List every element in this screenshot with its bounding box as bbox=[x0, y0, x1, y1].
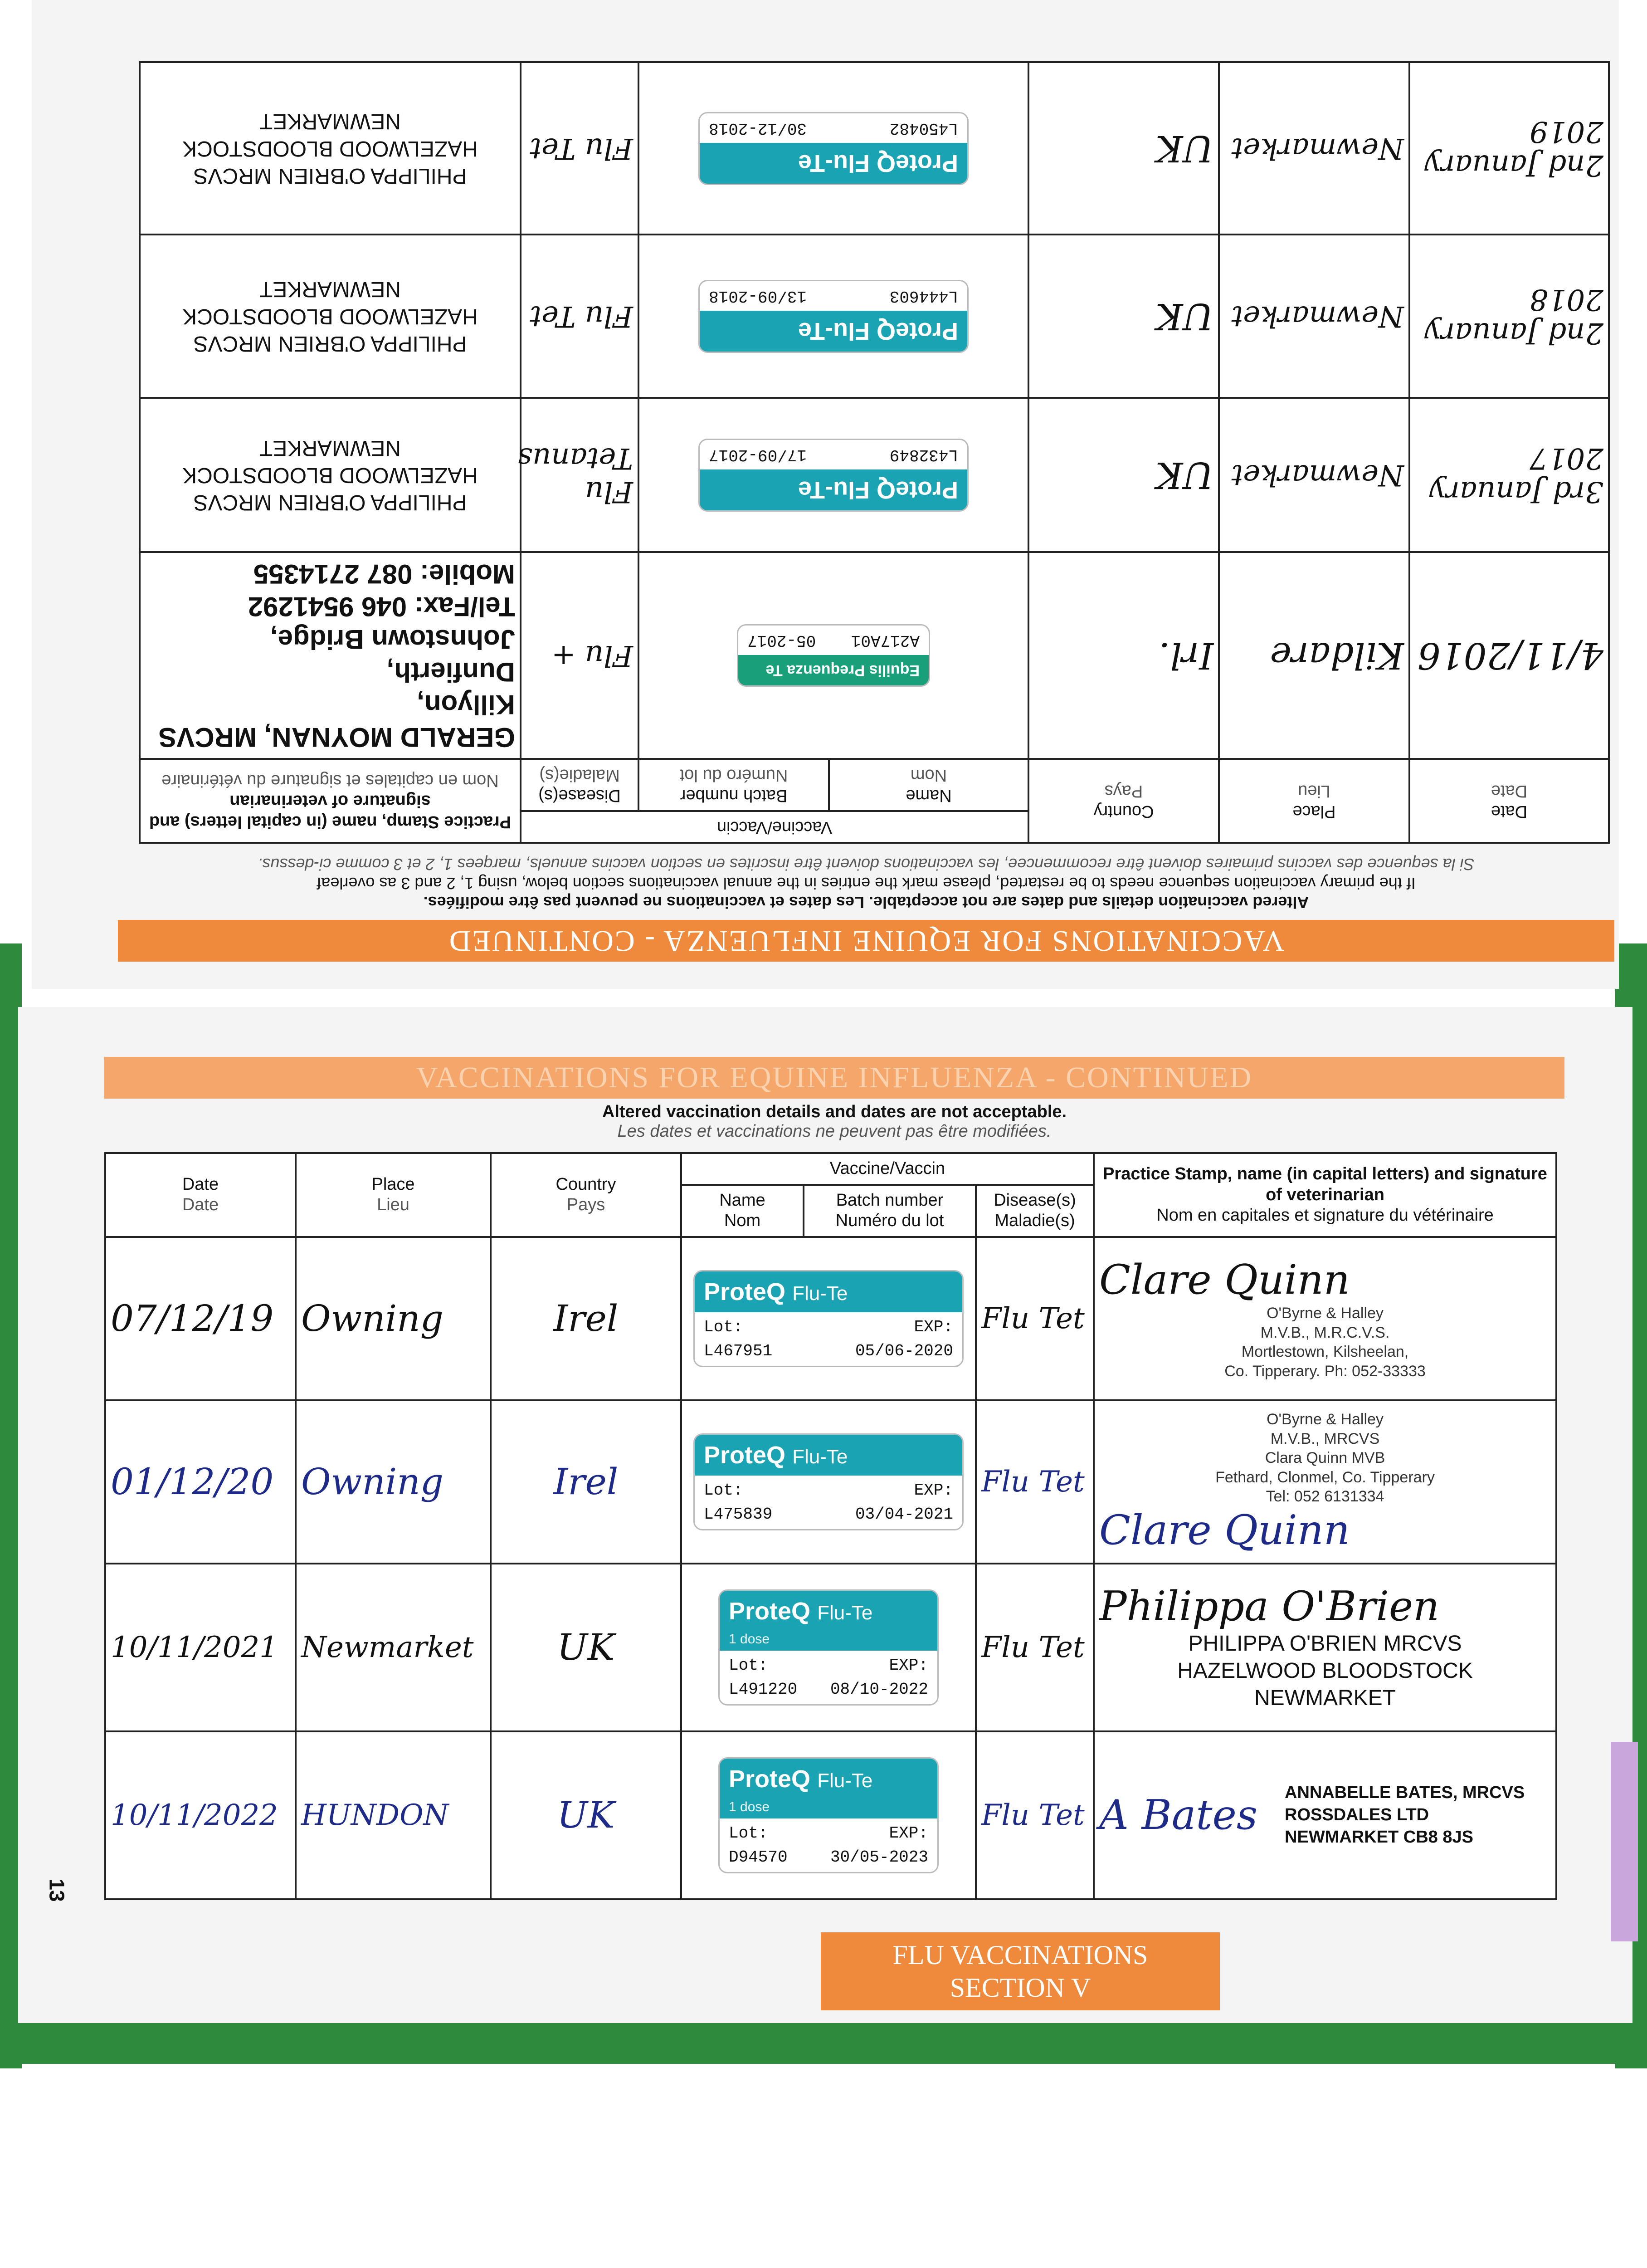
upper-row-disease: Flu + bbox=[521, 552, 638, 759]
lower-row-date: 01/12/20 bbox=[105, 1400, 296, 1564]
lower-row-place: Newmarket bbox=[296, 1564, 491, 1731]
upper-col-stamp: Practice Stamp, name (in capital letters) and signature of veterinarian Nom en capitales et signature du vétérinaire bbox=[140, 759, 521, 843]
stamp-line: ROSSDALES LTD bbox=[1285, 1805, 1429, 1825]
sticker-product: Flu-Te bbox=[792, 1282, 848, 1305]
sticker-product: Flu-Te bbox=[817, 1601, 873, 1624]
sticker-exp: 30/05-2023 bbox=[830, 1848, 928, 1867]
upper-row-place: Newmarket bbox=[1219, 398, 1409, 552]
lower-row-country: UK bbox=[491, 1564, 681, 1731]
lower-row-disease: Flu Tet bbox=[976, 1564, 1094, 1731]
upper-row-disease: Flu Tet bbox=[521, 62, 638, 235]
lower-page bbox=[18, 1007, 1632, 2023]
upper-row-country: UK bbox=[1028, 235, 1219, 398]
stamp-line: NEWMARKET bbox=[259, 436, 401, 460]
lower-notice-bold: Altered vaccination details and dates are not acceptable. bbox=[602, 1102, 1067, 1121]
lower-row-stamp bbox=[1094, 1731, 1556, 1899]
table-row bbox=[140, 398, 1609, 552]
stamp-line: Killyon, bbox=[417, 689, 515, 720]
upper-col-date: Date Date bbox=[1409, 759, 1609, 843]
lower-row-sticker bbox=[681, 1237, 976, 1400]
stamp-line: NEWMARKET bbox=[259, 277, 401, 302]
sticker-lot-label: Lot: bbox=[729, 1656, 768, 1675]
lower-row-disease: Flu Tet bbox=[976, 1400, 1094, 1564]
upper-vaccination-table bbox=[139, 61, 1610, 844]
upper-notice-bold: Altered vaccination details and dates are not acceptable. Les dates et vaccinations ne peuvent pas être modifiées. bbox=[423, 893, 1309, 912]
lower-vaccination-table bbox=[104, 1152, 1557, 1900]
lower-row-stamp bbox=[1094, 1400, 1556, 1564]
sticker-brand: ProteQ bbox=[704, 1278, 786, 1305]
stamp-line: PHILIPPA O'BRIEN MRCVS bbox=[1188, 1632, 1462, 1656]
page-tab bbox=[1611, 1742, 1638, 1941]
stamp-line: GERALD MOYNAN, MRCVS bbox=[158, 722, 515, 753]
upper-row-sticker bbox=[638, 552, 1028, 759]
stamp-line: M.V.B., M.R.C.V.S. bbox=[1260, 1324, 1390, 1341]
upper-row-date: 2nd January 2019 bbox=[1409, 62, 1609, 235]
lower-row-place: HUNDON bbox=[296, 1731, 491, 1899]
stamp-line: HAZELWOOD BLOODSTOCK bbox=[1177, 1659, 1473, 1683]
lower-row-country: Irel bbox=[491, 1237, 681, 1400]
stamp-line: O'Byrne & Halley bbox=[1267, 1305, 1384, 1322]
stamp-line: PHILIPPA O'BRIEN MRCVS bbox=[193, 332, 467, 356]
lower-row-sticker bbox=[681, 1731, 976, 1899]
upper-col-vaccine: Vaccine/Vaccin bbox=[521, 811, 1028, 843]
upper-row-place: Newmarket bbox=[1219, 62, 1409, 235]
stamp-line: NEWMARKET bbox=[259, 109, 401, 134]
upper-col-batch: Batch number Numéro du lot bbox=[638, 759, 829, 811]
passport-cover-bottom bbox=[0, 2023, 1647, 2064]
sticker-lot: L444603 bbox=[889, 286, 958, 305]
vet-signature: Philippa O'Brien bbox=[1099, 1583, 1440, 1631]
upper-row-disease: Flu Tet bbox=[521, 235, 638, 398]
upper-page-rotated bbox=[32, 0, 1619, 989]
sticker-name: Equilis Prequenza Te bbox=[738, 655, 929, 685]
sticker-exp-label: EXP: bbox=[889, 1823, 928, 1843]
stamp-line: Mortlestown, Kilsheelan, bbox=[1241, 1343, 1409, 1361]
table-row bbox=[140, 62, 1609, 235]
lower-row-date: 10/11/2021 bbox=[105, 1564, 296, 1731]
upper-row-date: 4/11/2016 bbox=[1409, 552, 1609, 759]
stamp-line: HAZELWOOD BLOODSTOCK bbox=[182, 463, 478, 488]
sticker-lot: L475839 bbox=[704, 1505, 773, 1524]
upper-row-disease: Flu Tetanus bbox=[521, 398, 638, 552]
sticker-lot: A217A01 bbox=[851, 631, 920, 650]
stamp-line: PHILIPPA O'BRIEN MRCVS bbox=[193, 490, 467, 515]
upper-row-sticker bbox=[638, 235, 1028, 398]
sticker-name: ProteQ Flu-Te bbox=[700, 311, 967, 352]
table-row bbox=[105, 1731, 1556, 1899]
sticker-brand: ProteQ bbox=[729, 1597, 811, 1625]
upper-col-name: Name Nom bbox=[829, 759, 1028, 811]
lower-banner: VACCINATIONS FOR EQUINE INFLUENZA - CONTINUED bbox=[104, 1057, 1564, 1099]
upper-col-disease: Disease(s) Maladie(s) bbox=[521, 759, 638, 811]
lower-col-country: Country Pays bbox=[491, 1153, 681, 1237]
lower-row-stamp bbox=[1094, 1564, 1556, 1731]
lower-row-date: 10/11/2022 bbox=[105, 1731, 296, 1899]
stamp-line: ANNABELLE BATES, MRCVS bbox=[1285, 1783, 1525, 1802]
table-row bbox=[105, 1237, 1556, 1400]
upper-row-stamp bbox=[140, 62, 521, 235]
vet-signature: A Bates bbox=[1099, 1791, 1258, 1839]
stamp-line: Co. Tipperary. Ph: 052-33333 bbox=[1224, 1362, 1426, 1380]
sticker-lot: L450482 bbox=[889, 118, 958, 137]
lower-row-sticker bbox=[681, 1564, 976, 1731]
sticker-exp-label: EXP: bbox=[914, 1481, 953, 1500]
lower-row-stamp bbox=[1094, 1237, 1556, 1400]
upper-row-country: Irl. bbox=[1028, 552, 1219, 759]
sticker-name: ProteQ Flu-Te bbox=[700, 143, 967, 184]
sticker-exp: 30/12-2018 bbox=[709, 118, 807, 137]
gerald-stamp bbox=[145, 557, 515, 753]
stamp-line: O'Byrne & Halley bbox=[1267, 1411, 1384, 1428]
stamp-line: PHILIPPA O'BRIEN MRCVS bbox=[193, 164, 467, 188]
vet-signature: Clare Quinn bbox=[1099, 1506, 1350, 1554]
sticker-brand: ProteQ bbox=[704, 1441, 786, 1469]
upper-notice-line2: If the primary vaccination sequence needs to be restarted, please mark the entries in the annual vaccinations section below, using 1, 2 and 3 as overleaf bbox=[317, 874, 1416, 893]
table-row bbox=[105, 1400, 1556, 1564]
lower-col-stamp: Practice Stamp, name (in capital letters) and signature of veterinarian Nom en capitales et signature du vétérinaire bbox=[1094, 1153, 1556, 1237]
stamp-line: Mobile: 087 2714355 bbox=[253, 559, 515, 590]
upper-row-place: Kildare bbox=[1219, 552, 1409, 759]
upper-row-stamp bbox=[140, 398, 521, 552]
lower-row-country: UK bbox=[491, 1731, 681, 1899]
sticker-lot: D94570 bbox=[729, 1848, 788, 1867]
sticker-dose: 1 dose bbox=[720, 1632, 937, 1651]
sticker-lot: L491220 bbox=[729, 1680, 798, 1699]
stamp-line: Dunfierth, bbox=[386, 657, 515, 688]
upper-row-stamp bbox=[140, 235, 521, 398]
upper-notice-line3: Si la sequence des vaccins primaires doivent être recommencee, les vaccinations doivent être inscrites en section vaccins annuels, marqees 1, 2 et 3 comme ci-dessus. bbox=[258, 855, 1475, 874]
section-title: FLU VACCINATIONS bbox=[892, 1940, 1148, 1970]
upper-row-place: Newmarket bbox=[1219, 235, 1409, 398]
sticker-exp: 05/06-2020 bbox=[855, 1341, 953, 1360]
sticker-lot: L467951 bbox=[704, 1341, 773, 1360]
lower-notice-italic: Les dates et vaccinations ne peuvent pas être modifiées. bbox=[617, 1122, 1052, 1141]
sticker-exp: 08/10-2022 bbox=[830, 1680, 928, 1699]
upper-notice bbox=[118, 855, 1614, 912]
lower-row-disease: Flu Tet bbox=[976, 1237, 1094, 1400]
section-subtitle: SECTION V bbox=[950, 1973, 1091, 2003]
vet-signature: Clare Quinn bbox=[1099, 1256, 1350, 1304]
section-label bbox=[821, 1932, 1220, 2010]
sticker-product: Flu-Te bbox=[792, 1445, 848, 1468]
stamp-line: M.V.B., MRCVS bbox=[1270, 1430, 1380, 1447]
sticker-exp: 13/09-2018 bbox=[709, 286, 807, 305]
sticker-lot: L432849 bbox=[889, 445, 958, 464]
lower-row-date: 07/12/19 bbox=[105, 1237, 296, 1400]
stamp-line: NEWMARKET bbox=[1254, 1686, 1396, 1711]
upper-row-stamp bbox=[140, 552, 521, 759]
upper-row-country: UK bbox=[1028, 62, 1219, 235]
sticker-dose: 1 dose bbox=[720, 1799, 937, 1818]
upper-col-place: Place Lieu bbox=[1219, 759, 1409, 843]
lower-row-place: Owning bbox=[296, 1400, 491, 1564]
sticker-product: Flu-Te bbox=[817, 1769, 873, 1792]
table-row bbox=[140, 235, 1609, 398]
stamp-line: Clara Quinn MVB bbox=[1265, 1449, 1385, 1467]
lower-col-vaccine: Vaccine/Vaccin bbox=[681, 1153, 1094, 1185]
stamp-line: HAZELWOOD BLOODSTOCK bbox=[182, 137, 478, 161]
lower-col-date: Date Date bbox=[105, 1153, 296, 1237]
sticker-brand: ProteQ bbox=[729, 1765, 811, 1793]
lower-row-country: Irel bbox=[491, 1400, 681, 1564]
sticker-exp-label: EXP: bbox=[889, 1656, 928, 1675]
upper-col-country: Country Pays bbox=[1028, 759, 1219, 843]
sticker-exp: 17/09-2017 bbox=[709, 445, 807, 464]
lower-row-sticker bbox=[681, 1400, 976, 1564]
upper-row-sticker bbox=[638, 398, 1028, 552]
sticker-exp: 05-2017 bbox=[747, 631, 816, 650]
upper-row-country: UK bbox=[1028, 398, 1219, 552]
lower-col-disease: Disease(s) Maladie(s) bbox=[976, 1185, 1094, 1237]
lower-row-place: Owning bbox=[296, 1237, 491, 1400]
sticker-exp-label: EXP: bbox=[914, 1317, 953, 1336]
stamp-line: HAZELWOOD BLOODSTOCK bbox=[182, 304, 478, 329]
upper-row-date: 2nd January 2018 bbox=[1409, 235, 1609, 398]
stamp-line: Tel/Fax: 046 9541292 bbox=[248, 591, 515, 622]
sticker-lot-label: Lot: bbox=[704, 1481, 743, 1500]
stamp-line: NEWMARKET CB8 8JS bbox=[1285, 1828, 1473, 1847]
table-row bbox=[105, 1564, 1556, 1731]
table-row bbox=[140, 552, 1609, 759]
upper-row-sticker bbox=[638, 62, 1028, 235]
sticker-lot-label: Lot: bbox=[704, 1317, 743, 1336]
page-number: 13 bbox=[45, 1878, 69, 1902]
upper-banner: VACCINATIONS FOR EQUINE INFLUENZA - CONTINUED bbox=[118, 920, 1614, 962]
stamp-line: Tel: 052 6131334 bbox=[1266, 1488, 1384, 1505]
upper-row-date: 3rd January 2017 bbox=[1409, 398, 1609, 552]
sticker-lot-label: Lot: bbox=[729, 1823, 768, 1843]
lower-col-batch: Batch number Numéro du lot bbox=[804, 1185, 976, 1237]
lower-col-name: Name Nom bbox=[681, 1185, 804, 1237]
stamp-line: Fethard, Clonmel, Co. Tipperary bbox=[1215, 1468, 1435, 1486]
lower-row-disease: Flu Tet bbox=[976, 1731, 1094, 1899]
sticker-exp: 03/04-2021 bbox=[855, 1505, 953, 1524]
stamp-line: Johnstown Bridge, bbox=[270, 624, 515, 655]
sticker-name: ProteQ Flu-Te bbox=[700, 469, 967, 510]
lower-notice bbox=[104, 1102, 1564, 1141]
lower-col-place: Place Lieu bbox=[296, 1153, 491, 1237]
